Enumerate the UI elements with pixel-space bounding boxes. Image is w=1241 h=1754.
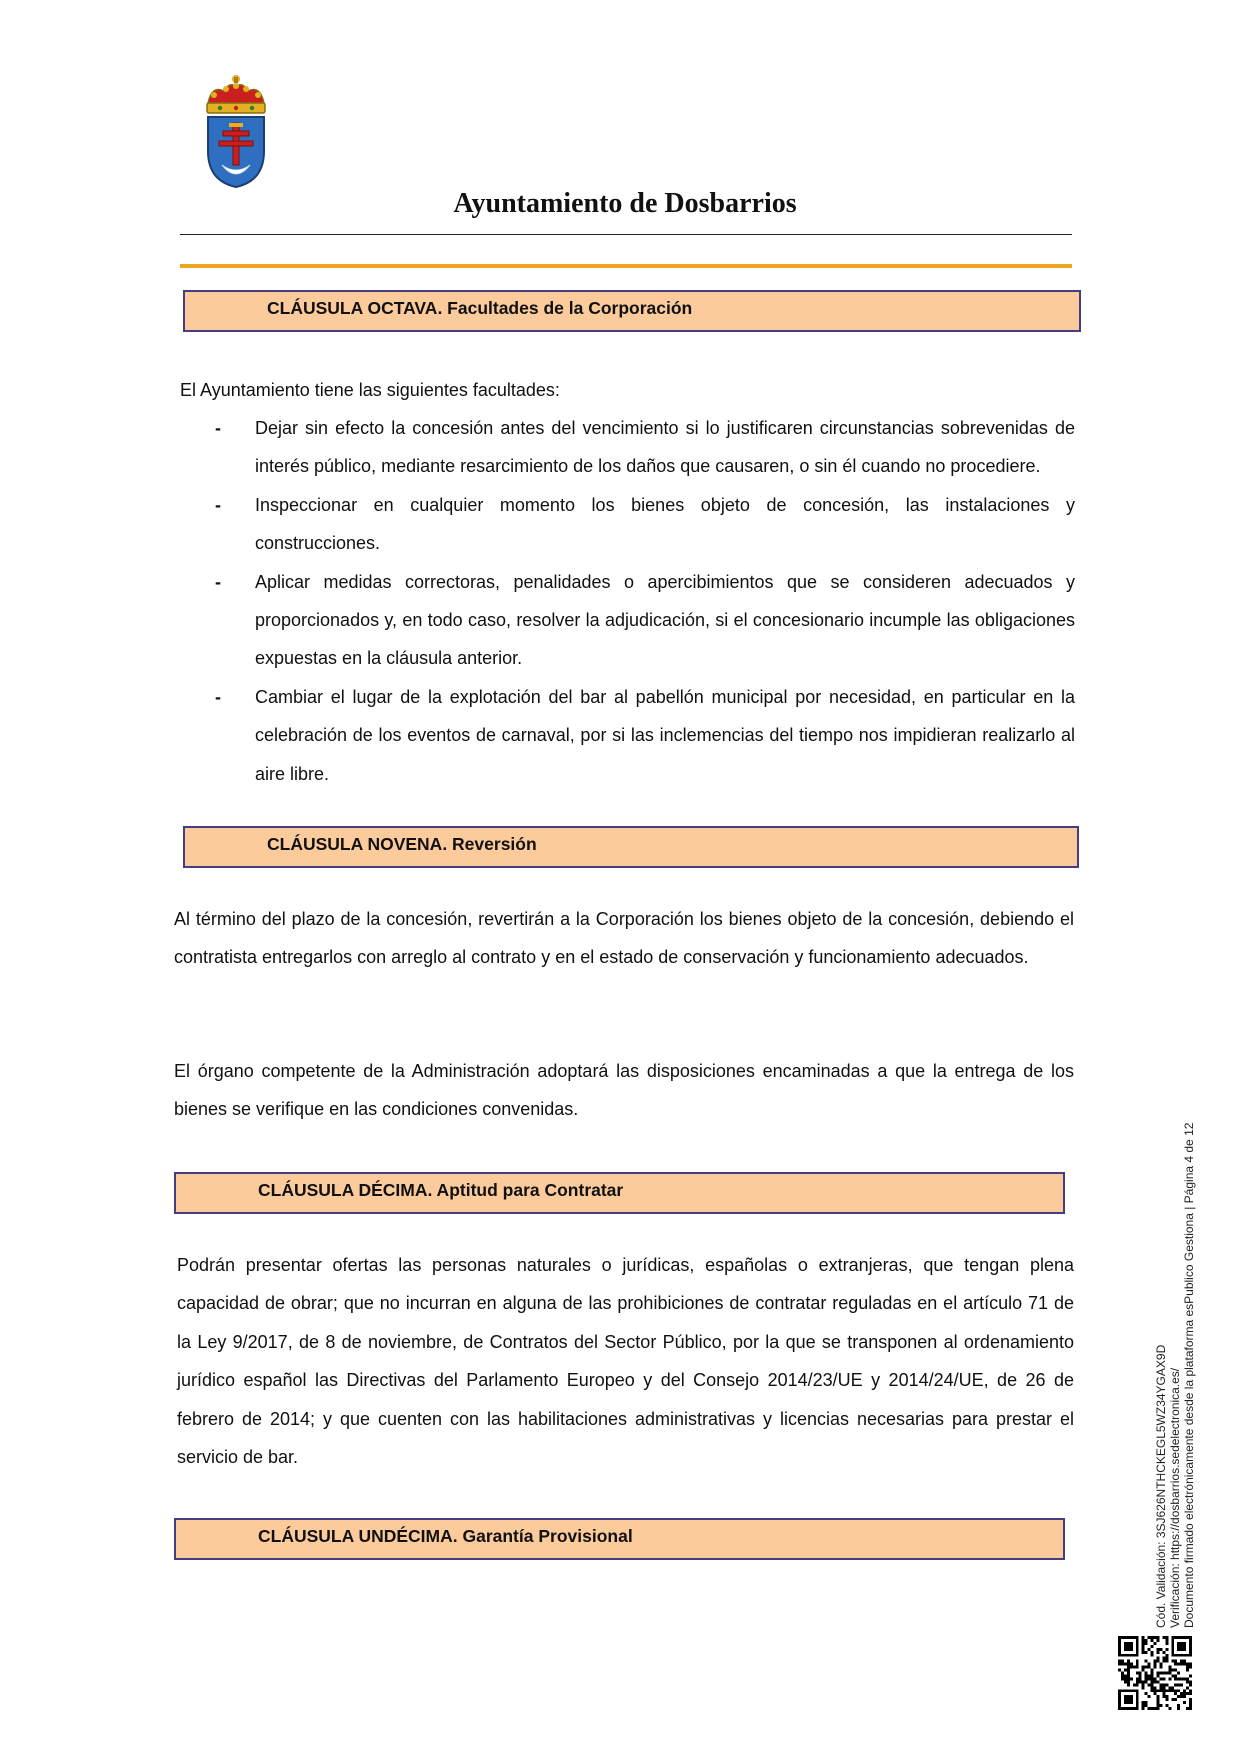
list-item-text: Aplicar medidas correctoras, penalidades o apercibimientos que se consideren adecuados y proporcionados y, en todo caso, resolver la adjudicación, si el concesionario incumple las obligaciones expuestas en la cláusula anterior. <box>255 571 1075 669</box>
list-item <box>180 409 1075 486</box>
decima-paragraph: Podrán presentar ofertas las personas naturales o jurídicas, españolas o extranjeras, que tengan plena capacidad de obrar; que no incurran en alguna de las prohibiciones de contratar reguladas en el artículo 71 de la Ley 9/2017, de 8 de noviembre, de Contratos del Sector Público, por la que se transponen al ordenamiento jurídico español las Directivas del Parlamento Europeo y del Consejo 2014/23/UE y 2014/24/UE, de 26 de febrero de 2014; y que cuenten con las habilitaciones administrativas y licencias necesarias para prestar el servicio de bar. <box>177 1255 1074 1468</box>
verification-url: Verificación: https://dosbarrios.sedelectronica.es/ <box>1168 1367 1182 1628</box>
header-divider <box>180 234 1072 235</box>
list-item-text: Inspeccionar en cualquier momento los bienes objeto de concesión, las instalaciones y construcciones. <box>255 494 1075 554</box>
clause-novena-heading <box>183 826 1079 868</box>
clause-undecima-title: CLÁUSULA UNDÉCIMA. Garantía Provisional <box>258 1526 633 1546</box>
novena-paragraph-1: Al término del plazo de la concesión, revertirán a la Corporación los bienes objeto de la concesión, debiendo el contratista entregarlos con arreglo al contrato y en el estado de conservación y funcionamiento adecuados. <box>174 909 1074 968</box>
signature-note: Documento firmado electrónicamente desde la plataforma esPublico Gestiona | Página 4 de 12 <box>1182 1122 1196 1628</box>
header-accent-divider <box>180 264 1072 268</box>
organization-name: Ayuntamiento de Dosbarrios <box>453 188 797 219</box>
bullet-dash: - <box>215 494 221 515</box>
novena-paragraph-2: El órgano competente de la Administración adoptará las disposiciones encaminadas a que la entrega de los bienes se verifique en las condiciones convenidas. <box>174 1061 1074 1120</box>
bullet-dash: - <box>215 686 221 707</box>
list-item <box>180 486 1075 563</box>
list-item-text: Dejar sin efecto la concesión antes del vencimiento si lo justificaren circunstancias sobrevenidas de interés público, mediante resarcimiento de los daños que causaren, o sin él cuando no procediere. <box>255 418 1075 477</box>
list-item <box>180 678 1075 793</box>
coat-of-arms-icon <box>200 73 272 191</box>
clause-octava-title: CLÁUSULA OCTAVA. Facultades de la Corporación <box>267 298 693 318</box>
bullet-dash: - <box>215 571 221 592</box>
octava-intro: El Ayuntamiento tiene las siguientes facultades: <box>180 380 560 400</box>
clause-decima-heading <box>174 1172 1065 1214</box>
validation-code: Cód. Validación: 3SJ626NTHCKEGL5WZ34YGAX9D <box>1154 1344 1168 1628</box>
bullet-dash: - <box>215 418 221 438</box>
qr-code-icon <box>1118 1636 1192 1710</box>
list-item <box>180 563 1075 678</box>
clause-decima-title: CLÁUSULA DÉCIMA. Aptitud para Contratar <box>258 1180 624 1200</box>
clause-novena-title: CLÁUSULA NOVENA. Reversión <box>267 834 537 854</box>
octava-bullet-list <box>180 409 1075 793</box>
clause-undecima-heading <box>174 1518 1065 1560</box>
validation-stamp <box>1154 1068 1196 1628</box>
list-item-text: Cambiar el lugar de la explotación del bar al pabellón municipal por necesidad, en particular en la celebración de los eventos de carnaval, por si las inclemencias del tiempo nos impidieran realizarlo al aire libre. <box>255 686 1075 784</box>
clause-octava-heading <box>183 290 1081 332</box>
